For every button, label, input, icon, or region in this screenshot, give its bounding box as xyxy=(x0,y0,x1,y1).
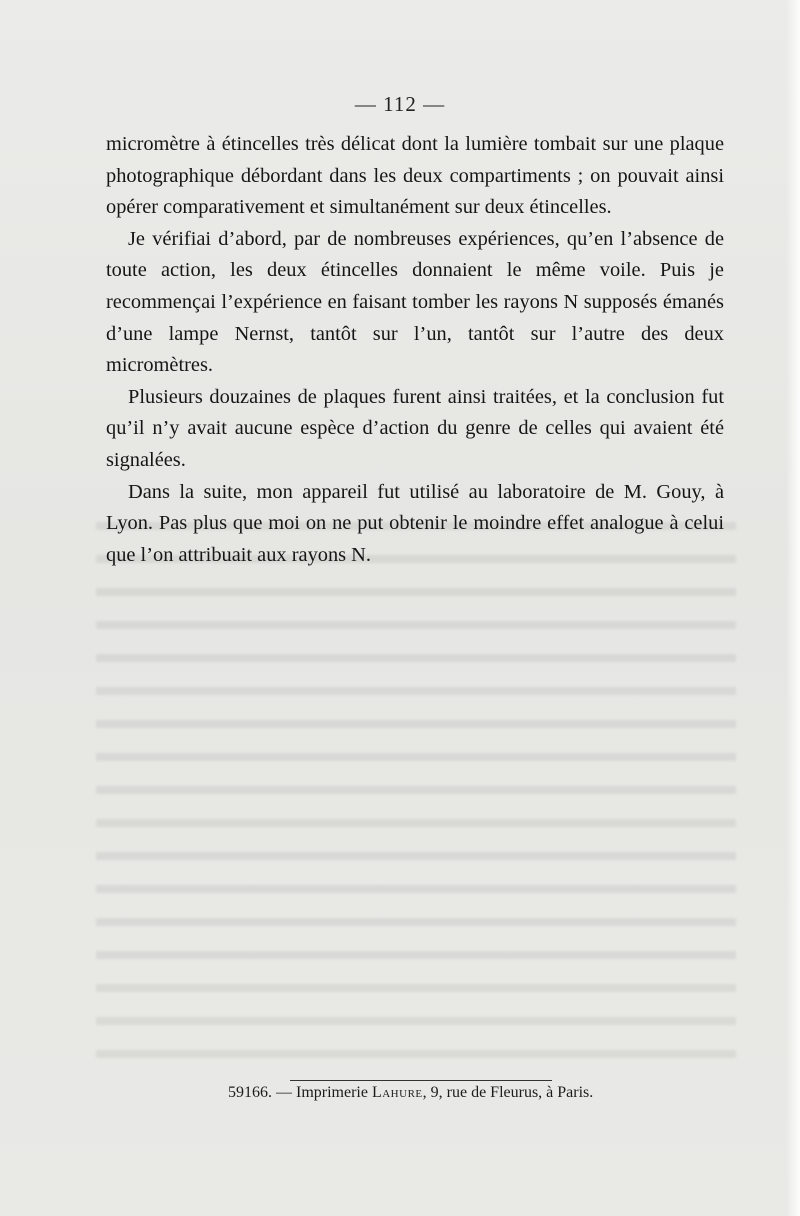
page-number: — 112 — xyxy=(354,92,446,116)
paragraph-3: Plusieurs douzaines de plaques furent ainsi traitées, et la conclusion fut qu’il n’y avait aucune espèce d’action du genre de celles qui avaient été signalées. xyxy=(106,385,724,471)
printer-imprint xyxy=(228,1084,593,1102)
imprint-printer-name: Lahure xyxy=(371,1084,423,1101)
page-edge xyxy=(786,0,800,1216)
body-text xyxy=(106,129,724,571)
imprint-address: , 9, rue de Fleurus, à Paris. xyxy=(422,1084,594,1101)
imprint-printer-prefix: Imprimerie xyxy=(296,1084,368,1101)
bleed-through-text xyxy=(96,500,736,1060)
paragraph-1: micromètre à étincelles très délicat dont la lumière tombait sur une plaque photographique débordant dans les deux compartiments ; on pouvait ainsi opérer comparativement et simultanément sur deux étincelles. xyxy=(106,133,724,219)
imprint-number: 59166. xyxy=(228,1084,272,1101)
paragraph-2: Je vérifiai d’abord, par de nombreuses expériences, qu’en l’absence de toute action, les deux étincelles donnaient le même voile. Puis je recommençai l’expérience en faisant tomber les rayons N supposés émanés d’une lampe Nernst, tantôt sur l’un, tantôt sur l’autre des deux micromètres. xyxy=(106,227,724,377)
imprint-dash: — xyxy=(276,1084,292,1101)
paragraph-4: Dans la suite, mon appareil fut utilisé au laboratoire de M. Gouy, à Lyon. Pas plus que moi on ne put obtenir le moindre effet analogue à celui que l’on attribuait aux rayons N. xyxy=(106,480,724,566)
footer-rule xyxy=(290,1080,552,1081)
